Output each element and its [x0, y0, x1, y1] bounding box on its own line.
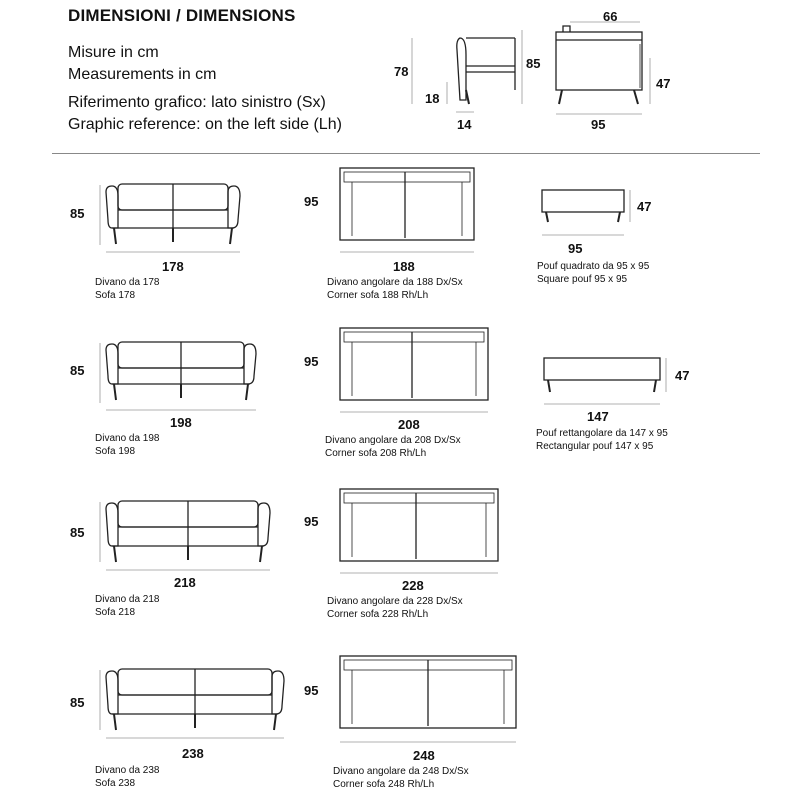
pouf-rect-drawing [544, 358, 666, 404]
pouf-1-caption-en: Square pouf 95 x 95 [537, 274, 628, 285]
corner-4-width: 248 [413, 748, 435, 763]
sofa-1-width: 178 [162, 259, 184, 274]
sofa-4-width: 238 [182, 746, 204, 761]
pouf-2-caption-en: Rectangular pouf 147 x 95 [536, 441, 654, 452]
corner-3-width: 228 [402, 578, 424, 593]
dim-arm-height: 18 [425, 91, 440, 106]
sofa-3-width: 218 [174, 575, 196, 590]
sofa-2-height: 85 [70, 363, 85, 378]
dim-total-height: 85 [526, 56, 541, 71]
sofa-4-caption-en: Sofa 238 [95, 778, 136, 789]
corner-4-caption-en: Corner sofa 248 Rh/Lh [333, 779, 435, 790]
sofa-front-178 [100, 184, 240, 252]
sofa-4-caption-it: Divano da 238 [95, 765, 160, 776]
dim-depth: 95 [591, 117, 606, 132]
corner-4-caption-it: Divano angolare da 248 Dx/Sx [333, 766, 469, 777]
sofa-1-caption-it: Divano da 178 [95, 277, 160, 288]
corner-2-depth: 95 [304, 354, 319, 369]
dim-seat-height: 47 [656, 76, 671, 91]
sofa-1-caption-en: Sofa 178 [95, 290, 136, 301]
sofa-front-198 [100, 342, 256, 410]
corner-top-248 [340, 656, 516, 742]
dim-arm-width: 14 [457, 117, 472, 132]
page-title: DIMENSIONI / DIMENSIONS [68, 6, 296, 25]
reference-it: Riferimento grafico: lato sinistro (Sx) [68, 94, 326, 111]
sofa-2-width: 198 [170, 415, 192, 430]
dim-front-height: 78 [394, 64, 409, 79]
corner-3-caption-it: Divano angolare da 228 Dx/Sx [327, 596, 463, 607]
corner-2-caption-en: Corner sofa 208 Rh/Lh [325, 448, 427, 459]
sofa-front-218 [100, 501, 270, 570]
side-view-drawing [556, 22, 650, 114]
sofa-2-caption-en: Sofa 198 [95, 446, 136, 457]
units-it: Misure in cm [68, 44, 159, 61]
pouf-2-width: 147 [587, 409, 609, 424]
units-en: Measurements in cm [68, 66, 217, 83]
corner-top-188 [340, 168, 474, 252]
pouf-2-height: 47 [675, 368, 690, 383]
corner-1-depth: 95 [304, 194, 319, 209]
corner-top-228 [340, 489, 498, 573]
sofa-2-caption-it: Divano da 198 [95, 433, 160, 444]
corner-1-width: 188 [393, 259, 415, 274]
sofa-3-caption-en: Sofa 218 [95, 607, 136, 618]
corner-1-caption-en: Corner sofa 188 Rh/Lh [327, 290, 429, 301]
corner-2-width: 208 [398, 417, 420, 432]
pouf-2-caption-it: Pouf rettangolare da 147 x 95 [536, 428, 668, 439]
corner-1-caption-it: Divano angolare da 188 Dx/Sx [327, 277, 463, 288]
sofa-3-caption-it: Divano da 218 [95, 594, 160, 605]
sofa-1-height: 85 [70, 206, 85, 221]
pouf-1-height: 47 [637, 199, 652, 214]
reference-en: Graphic reference: on the left side (Lh) [68, 116, 342, 133]
corner-4-depth: 95 [304, 683, 319, 698]
corner-2-caption-it: Divano angolare da 208 Dx/Sx [325, 435, 461, 446]
pouf-square-drawing [542, 190, 630, 235]
pouf-1-width: 95 [568, 241, 583, 256]
corner-3-depth: 95 [304, 514, 319, 529]
sofa-3-height: 85 [70, 525, 85, 540]
sofa-4-height: 85 [70, 695, 85, 710]
dim-back-depth: 66 [603, 9, 618, 24]
pouf-1-caption-it: Pouf quadrato da 95 x 95 [537, 261, 650, 272]
sofa-front-238 [100, 669, 284, 738]
corner-top-208 [340, 328, 488, 412]
corner-3-caption-en: Corner sofa 228 Rh/Lh [327, 609, 429, 620]
